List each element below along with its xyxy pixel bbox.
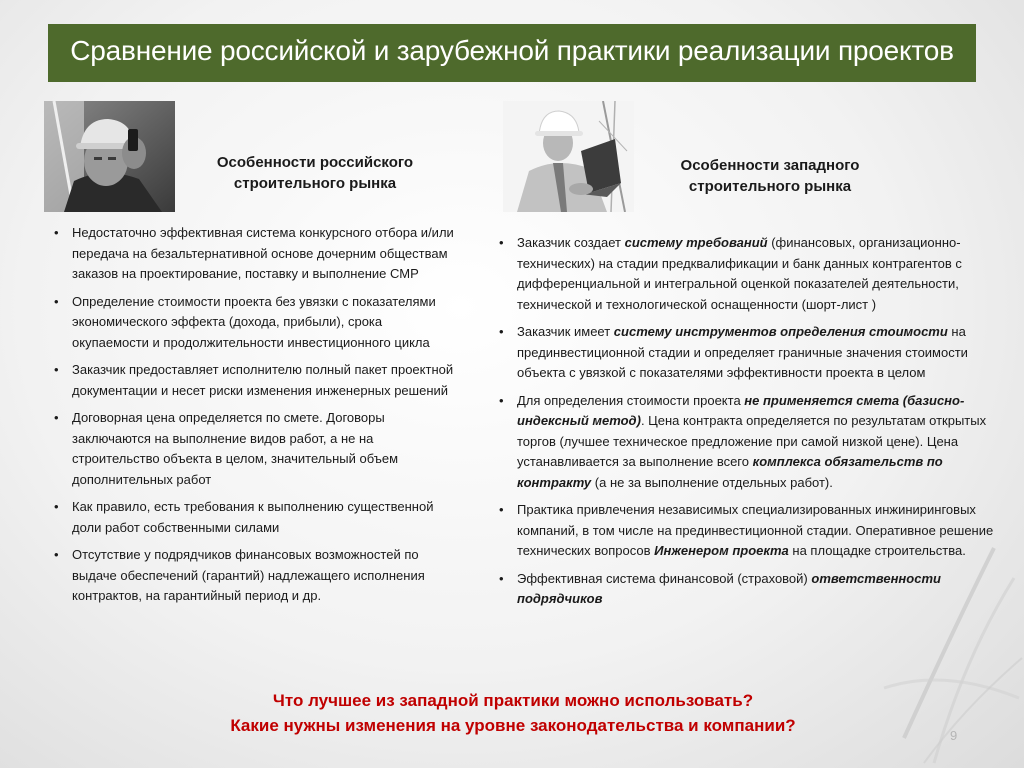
western-market-heading — [645, 155, 895, 197]
item-text: Заказчик имеет — [517, 324, 614, 339]
item-text: (финансовых, организационно-технических) на стадии предквалификации и банк данных контрагентов с дифференциальной и интегральной оценкой показателей деятельности, технической и технологической оснащенности (шорт-лист ) — [517, 235, 962, 312]
worker-hardhat-photo-icon — [44, 101, 175, 212]
decorative-swirl-icon — [844, 538, 1024, 768]
western-market-heading-line1: Особенности западного — [680, 157, 860, 174]
item-text: Для определения стоимости проекта — [517, 392, 745, 408]
list-item — [497, 233, 1007, 315]
slide-number: 9 — [950, 728, 958, 743]
item-text: (а не за выполнение отдельных работ). — [591, 474, 833, 490]
item-text: на площадке строительства. — [788, 543, 966, 558]
russian-market-heading-line1: Особенности российского — [216, 154, 414, 171]
title-bar — [48, 24, 976, 82]
question-legislation-changes: Какие нужны изменения на уровне законодательства и компании? — [230, 716, 796, 735]
item-text: Эффективная система финансовой (страховой) — [517, 570, 812, 586]
russian-market-heading-line2: строительного рынка — [233, 175, 397, 192]
item-text: Практика привлечения независимых специализированных инжиниринговых компаний, в том числе на прединвестиционной стадии. Оперативное решение технических вопросов — [517, 502, 994, 558]
item-emphasis: систему требований — [624, 235, 768, 250]
list-item — [497, 391, 1007, 494]
item-text: Заказчик создает — [517, 235, 625, 250]
item-text: . Цена контракта определяется по результатам открытых торгов (лучшее техническое предложение при самой низкой цене). Цена устанавливается за выполнение всего — [517, 413, 987, 469]
list-item: • Договорная цена определяется по смете. Договоры заключаются на выполнение видов работ, а не на строительство объекта в целом, значительный объем дополнительных работ — [52, 408, 457, 490]
russian-market-heading — [190, 152, 440, 194]
engineer-laptop-photo-icon — [503, 101, 634, 212]
list-item: • Отсутствие у подрядчиков финансовых возможностей по выдаче обеспечений (гарантий) надлежащего исполнения контрактов, на гарантийный период и др. — [52, 545, 457, 607]
item-emphasis: систему инструментов определения стоимости — [613, 324, 948, 339]
question-western-practice: Что лучшее из западной практики можно использовать? — [272, 691, 754, 710]
list-item: • Определение стоимости проекта без увязки с показателями экономического эффекта (дохода, прибыли), срока окупаемости и продолжительности инвестиционного цикла — [52, 292, 457, 354]
list-item: • Как правило, есть требования к выполнению существенной доли работ собственными силами — [52, 497, 457, 538]
list-item: • Заказчик предоставляет исполнителю полный пакет проектной документации и несет риски изменения инженерных решений — [52, 360, 457, 401]
item-emphasis: не применяется смета (базисно-индексный метод) — [517, 392, 965, 428]
item-emphasis: комплекса обязательств по контракту — [517, 454, 943, 490]
item-emphasis: ответственности подрядчиков — [517, 570, 941, 606]
list-item — [497, 322, 1007, 384]
item-text: на прединвестиционной стадии и определяет граничные значения стоимости объекта с увязкой с показателями эффективности проекта в целом — [517, 324, 968, 380]
list-item: • Недостаточно эффективная система конкурсного отбора и/или передача на безальтернативной основе дочерним обществам заказов на проектирование, поставку и выполнение СМР — [52, 223, 457, 285]
slide-title: Сравнение российской и зарубежной практики реализации проектов — [70, 35, 954, 66]
item-emphasis: Инженером проекта — [654, 543, 789, 558]
russian-market-list — [52, 223, 457, 614]
western-market-heading-line2: строительного рынка — [688, 178, 852, 195]
